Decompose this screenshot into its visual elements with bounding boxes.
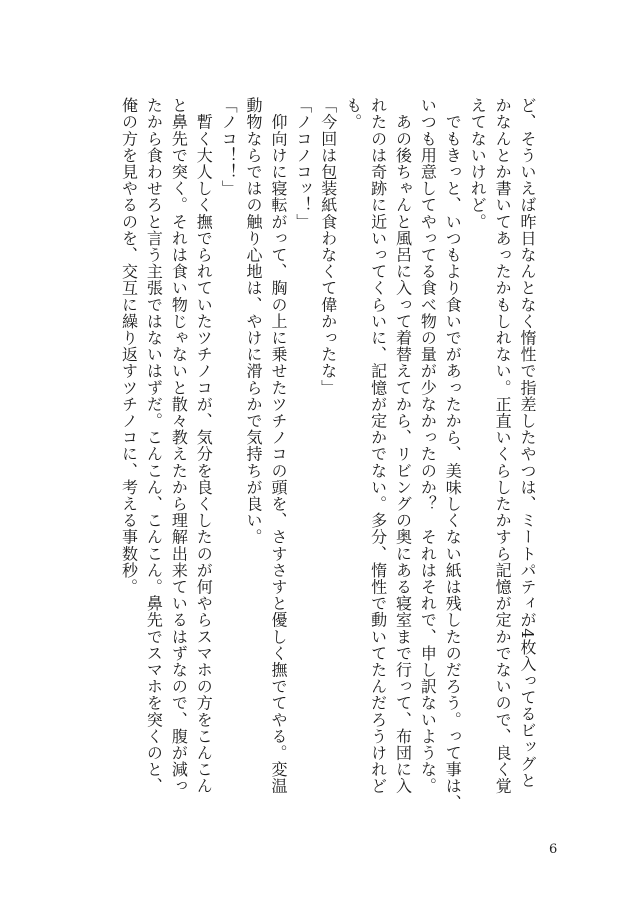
text-line: 「今回は包装紙食わなくて偉かったな」 [318,97,338,396]
page-number: 6 [549,842,558,857]
text-line: 動物ならではの触り心地は、やけに滑らかで気持ちが良い。 [244,97,264,546]
text-line: 俺の方を見やるのを、交互に繰り返すツチノコに、考える事数秒。 [119,97,139,595]
text-line: 「ノコ！！」 [219,97,239,197]
text-line: えてないけれど。 [468,97,488,230]
text-line: と鼻先で突く。それは食い物じゃないと散々教えたから理解出来ているはずなので、腹が減っ [169,97,189,795]
text-line: ど、そういえば昨日なんとなく惰性で指差したやつは、ミートパティが4枚入ってるビッグと [518,97,537,789]
text-line: でもきっと、いつもより食いでがあったから、美味しくない紙は残したのだろう。って事は、 [443,97,463,811]
text-line: れたのは奇跡に近いってくらいに、記憶が定かでない。多分、惰性で動いてたんだろうけれど [368,97,388,795]
text-line: あの後ちゃんと風呂に入って着替えてから、リビングの奥にある寝室まで行って、布団に入 [393,97,413,795]
vertical-text-body [116,97,539,811]
text-line: たから食わせろと言う主張ではないはずだ。こんこん、こんこん。鼻先でスマホを突くのと、 [144,97,164,795]
text-line: 暫く大人しく撫でられていたツチノコが、気分を良くしたのが何やらスマホの方をこんこん [194,97,214,795]
text-line: かなんとか書いてあったかもしれない。正直いくらしたかすら記憶が定かでないので、良く覚 [493,97,513,795]
text-line: 仰向けに寝転がって、胸の上に乗せたツチノコの頭を、さすさすと優しく撫でてやる。変温 [268,97,288,795]
text-line: も。 [343,97,363,131]
text-line: いつも用意してやってる食べ物の量が少なかったのか？ それはそれで、申し訳ないような。 [418,97,438,795]
text-line: 「ノコノコッ！」 [293,97,313,230]
